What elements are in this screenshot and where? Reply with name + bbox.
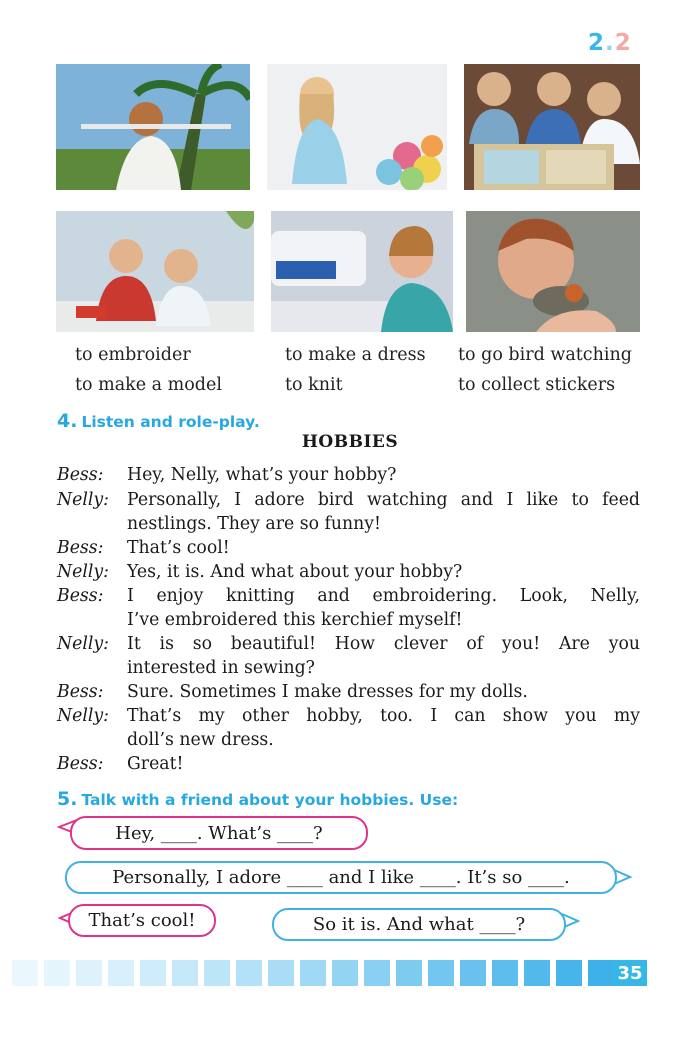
dialog-title: HOBBIES — [301, 432, 399, 452]
speaker: Nelly: — [57, 634, 109, 654]
dialog-text: Sure. Sometimes I make dresses for my dolls. — [127, 682, 528, 702]
caption-to-embroider: to embroider — [75, 345, 191, 365]
speech-bubble-thats-cool: That’s cool! — [68, 904, 216, 937]
speech-bubble-hey: Hey, ____. What’s ____? — [70, 816, 368, 850]
dialog-text: I enjoy knitting and embroidering. Look, Nelly, — [127, 586, 640, 606]
dialog-text: Personally, I adore bird watching and I like to feed — [127, 490, 640, 510]
dialog-text: Yes, it is. And what about your hobby? — [127, 562, 463, 582]
dialog-text: I’ve embroidered this kerchief myself! — [127, 610, 463, 630]
speaker: Nelly: — [57, 706, 109, 726]
unit-number: 2.2 — [588, 30, 632, 56]
caption-to-go-bird-watching: to go bird watching — [458, 345, 632, 365]
dialog-text: That’s my other hobby, too. I can show you my — [127, 706, 640, 726]
dialog-text: doll’s new dress. — [127, 730, 274, 750]
caption-to-knit: to knit — [285, 375, 343, 395]
dialog-text: It is so beautiful! How clever of you! Are you — [127, 634, 640, 654]
photo-boys-stickers — [464, 64, 640, 190]
caption-to-make-a-dress: to make a dress — [285, 345, 426, 365]
task-4-heading: 4. Listen and role-play. — [57, 410, 260, 432]
page-number: 35 — [613, 960, 647, 986]
caption-to-collect-stickers: to collect stickers — [458, 375, 616, 395]
dialog-text: Hey, Nelly, what’s your hobby? — [127, 465, 397, 485]
speech-bubble-personally: Personally, I adore ____ and I like ____. It’s so ____. — [65, 861, 617, 894]
speaker: Bess: — [57, 586, 104, 606]
photo-girl-knitting — [267, 64, 447, 190]
photo-kids-crafting — [56, 211, 254, 332]
speech-bubble-so-it-is: So it is. And what ____? — [272, 908, 566, 941]
dialog-text: That’s cool! — [127, 538, 230, 558]
speaker: Bess: — [57, 754, 104, 774]
speaker: Nelly: — [57, 562, 109, 582]
task-5-heading: 5. Talk with a friend about your hobbies. Use: — [57, 788, 459, 810]
dialog-text: nestlings. They are so funny! — [127, 514, 381, 534]
photo-boy-model-plane — [56, 64, 250, 190]
photo-boy-with-bird — [466, 211, 640, 332]
decorative-stripe — [12, 960, 612, 986]
photo-girl-sewing-machine — [271, 211, 453, 332]
speaker: Bess: — [57, 465, 104, 485]
dialog-text: interested in sewing? — [127, 658, 315, 678]
dialog-text: Great! — [127, 754, 184, 774]
speaker: Bess: — [57, 682, 104, 702]
speaker: Bess: — [57, 538, 104, 558]
speaker: Nelly: — [57, 490, 109, 510]
caption-to-make-a-model: to make a model — [75, 375, 222, 395]
